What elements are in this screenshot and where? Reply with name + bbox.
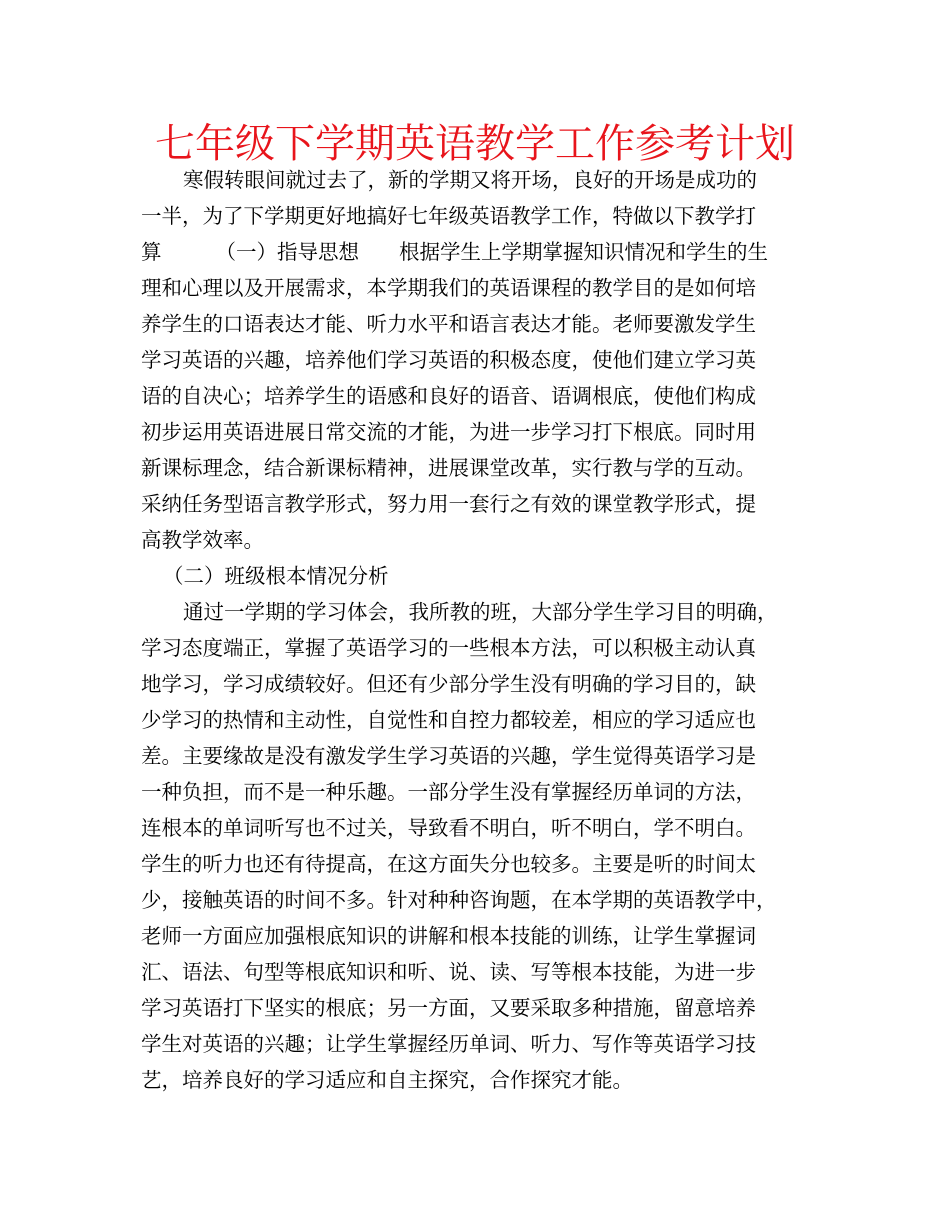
text-line: 学生的听力也还有待提高，在这方面失分也较多。主要是听的时间太 bbox=[141, 852, 756, 876]
text-line: 艺，培养良好的学习适应和自主探究，合作探究才能。 bbox=[141, 1068, 633, 1092]
text-line: 通过一学期的学习体会，我所教的班，大部分学生学习目的明确， bbox=[183, 600, 778, 624]
text-line: 初步运用英语进展日常交流的才能，为进一步学习打下根底。同时用 bbox=[141, 420, 756, 444]
text-line: 少，接触英语的时间不多。针对种种咨询题，在本学期的英语教学中， bbox=[141, 888, 777, 912]
text-line: 汇、语法、句型等根底知识和听、说、读、写等根本技能，为进一步 bbox=[141, 960, 756, 984]
text-line: 老师一方面应加强根底知识的讲解和根本技能的训练，让学生掌握词 bbox=[141, 924, 756, 948]
text-line: 寒假转眼间就过去了，新的学期又将开场，良好的开场是成功的 bbox=[183, 168, 757, 192]
text-line: 一种负担，而不是一种乐趣。一部分学生没有掌握经历单词的方法， bbox=[141, 780, 756, 804]
text-line: 一半，为了下学期更好地搞好七年级英语教学工作，特做以下教学打 bbox=[141, 204, 756, 228]
document-title: 七年级下学期英语教学工作参考计划 bbox=[155, 121, 795, 167]
text-line: 采纳任务型语言教学形式，努力用一套行之有效的课堂教学形式，提 bbox=[141, 492, 756, 516]
text-line: 地学习，学习成绩较好。但还有少部分学生没有明确的学习目的，缺 bbox=[141, 672, 756, 696]
document-body bbox=[141, 162, 821, 1098]
text-line: 差。主要缘故是没有激发学生学习英语的兴趣，学生觉得英语学习是 bbox=[141, 744, 756, 768]
text-line: 学习英语打下坚实的根底；另一方面，又要采取多种措施，留意培养 bbox=[141, 996, 756, 1020]
text-line: 根据学生上学期掌握知识情况和学生的生 bbox=[399, 240, 768, 264]
text-line: 学生对英语的兴趣；让学生掌握经历单词、听力、写作等英语学习技 bbox=[141, 1032, 756, 1056]
text-line: 少学习的热情和主动性，自觉性和自控力都较差，相应的学习适应也 bbox=[141, 708, 756, 732]
text-line: 算 bbox=[141, 240, 162, 264]
text-line: 学习英语的兴趣，培养他们学习英语的积极态度，使他们建立学习英 bbox=[141, 348, 756, 372]
text-line: 养学生的口语表达才能、听力水平和语言表达才能。老师要激发学生 bbox=[141, 312, 756, 336]
text-line: 新课标理念，结合新课标精神，进展课堂改革，实行教与学的互动。 bbox=[141, 456, 756, 480]
section-heading: （一）指导思想 bbox=[215, 240, 359, 264]
section-heading: （二）班级根本情况分析 bbox=[163, 564, 389, 588]
text-line-group bbox=[141, 234, 821, 270]
text-line: 学习态度端正，掌握了英语学习的一些根本方法，可以积极主动认真 bbox=[141, 636, 756, 660]
text-line: 连根本的单词听写也不过关，导致看不明白，听不明白，学不明白。 bbox=[141, 816, 756, 840]
text-line: 理和心理以及开展需求，本学期我们的英语课程的教学目的是如何培 bbox=[141, 276, 756, 300]
text-line: 语的自决心；培养学生的语感和良好的语音、语调根底，使他们构成 bbox=[141, 384, 756, 408]
text-line: 高教学效率。 bbox=[141, 528, 264, 552]
